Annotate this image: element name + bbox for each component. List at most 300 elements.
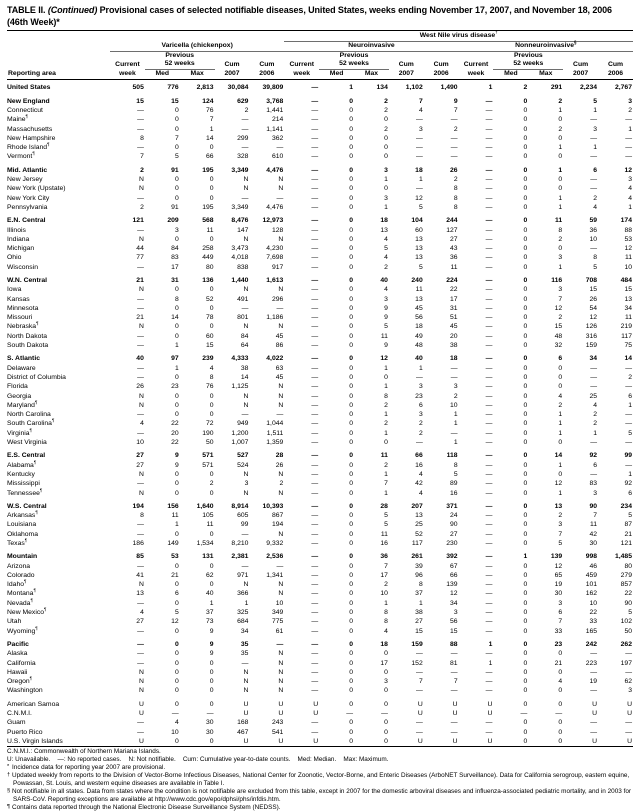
footnote-line: § Not notifiable in all states. Data from states where the condition is not notifiable are excluded from this table, except in 2007 for the domestic arboviral diseases and influenza-associated pediatric mortality, and in 2003 for SARS-CoV. Reporting exceptions are available at http://www.cdc.gov/epo/dphsi/phs/infdis.htm. [7, 787, 632, 803]
data-cell: 7,698 [266, 254, 284, 262]
data-cell: — [311, 332, 319, 340]
data-cell: — [311, 650, 319, 658]
data-cell: 4,230 [266, 245, 284, 253]
data-cell: 1,534 [196, 540, 214, 547]
reporting-area-cell: Ohio [7, 254, 22, 262]
data-cell: 1,141 [266, 125, 284, 133]
table-row [7, 686, 633, 695]
data-cell: 30,084 [227, 84, 249, 92]
data-cell: — [137, 728, 144, 736]
data-cell: 0 [349, 512, 354, 520]
data-cell: N [278, 176, 284, 184]
data-cell: 117 [621, 332, 632, 340]
data-cell: — [137, 659, 144, 667]
reporting-area-cell: Massachusetts [7, 125, 53, 133]
data-cell: 197 [620, 659, 632, 667]
table-row [7, 235, 633, 244]
data-cell: 0 [174, 106, 179, 114]
data-cell: 0 [349, 618, 354, 626]
data-cell: 18 [380, 640, 388, 648]
data-cell: 0 [523, 439, 528, 447]
data-cell: 33 [589, 618, 598, 626]
data-cell: 3 [453, 383, 458, 391]
data-cell: 0 [523, 700, 528, 708]
data-cell: 0 [349, 166, 354, 174]
data-cell: — [311, 176, 319, 184]
reporting-area-cell: Illinois [7, 226, 26, 234]
data-cell: 0 [349, 590, 354, 598]
data-cell: — [625, 461, 632, 469]
data-cell: 3,768 [266, 97, 284, 105]
data-cell: 102 [620, 618, 632, 626]
data-cell: — [485, 678, 493, 686]
table-row [7, 461, 633, 470]
data-cell: — [485, 392, 493, 400]
data-cell: 88 [624, 226, 632, 234]
data-cell: 571 [202, 461, 214, 469]
table-title-text: Provisional cases of selected notifiable diseases, United States, weeks ending November 17, 2007, and November 18, 2006 (46th Week)* [7, 5, 612, 27]
data-cell: 4 [628, 194, 632, 202]
previous-label: Previous [513, 51, 543, 59]
reporting-area-cell: C.N.M.I. [7, 710, 32, 718]
data-cell: 0 [174, 678, 179, 686]
data-cell: 524 [237, 461, 249, 469]
data-cell: N [138, 668, 144, 676]
data-cell: N [138, 489, 144, 497]
data-cell: — [625, 383, 632, 391]
data-cell: 195 [202, 203, 214, 211]
data-cell: 0 [523, 562, 528, 570]
data-cell: 568 [202, 217, 214, 225]
data-cell: — [311, 153, 319, 161]
data-cell: 0 [558, 185, 563, 193]
data-cell: 371 [446, 502, 458, 510]
data-cell: 76 [206, 106, 214, 114]
footnote-line: * Incidence data for reporting year 2007 are provisional. [7, 764, 166, 772]
data-cell: 3 [558, 599, 563, 607]
data-cell: 0 [349, 728, 354, 736]
data-cell: — [485, 571, 493, 579]
table-row [7, 194, 633, 203]
data-cell: 1 [488, 659, 493, 667]
data-cell: 0 [349, 304, 354, 312]
table-row [7, 659, 633, 668]
reporting-area-cell: New England [7, 97, 50, 105]
data-cell: — [590, 116, 598, 124]
data-cell: — [555, 710, 563, 718]
data-cell: — [485, 383, 493, 391]
data-cell: 20 [171, 429, 179, 437]
data-cell: 0 [523, 401, 528, 409]
data-cell: 0 [523, 609, 528, 617]
data-cell: 2 [418, 420, 423, 428]
data-cell: 66 [450, 571, 458, 579]
header-spacer [7, 41, 110, 51]
data-cell: 1 [453, 411, 458, 419]
data-cell: 0 [349, 687, 354, 695]
reporting-area-cell: New York (Upstate) [7, 185, 66, 193]
data-cell: 7 [384, 562, 388, 570]
data-cell: 0 [523, 737, 528, 745]
data-cell: — [485, 295, 493, 303]
data-cell: — [311, 383, 319, 391]
table-row [7, 295, 633, 304]
data-cell: 1 [384, 383, 388, 391]
data-cell: 11 [415, 286, 423, 294]
data-cell: 139 [446, 581, 458, 589]
data-cell: 39,809 [262, 84, 284, 92]
data-cell: 0 [174, 194, 179, 202]
data-cell: 194 [132, 502, 144, 510]
data-cell: — [625, 650, 632, 658]
data-cell: U [627, 737, 632, 745]
data-cell: 362 [271, 134, 284, 142]
footnote-mark: ¶ [33, 588, 36, 594]
data-cell: 1 [209, 125, 214, 133]
reporting-area-cell: Kansas [7, 295, 30, 303]
data-cell: — [311, 553, 319, 561]
table-row [7, 272, 633, 285]
header-spacer [7, 60, 110, 69]
wnv-footnote-mark: † [495, 30, 498, 36]
data-cell: 1 [628, 401, 632, 409]
data-cell: — [485, 609, 493, 617]
data-cell: 0 [384, 153, 388, 161]
data-cell: 61 [275, 627, 284, 635]
data-cell: 85 [136, 553, 144, 561]
data-cell: 1 [453, 420, 458, 428]
table-row [7, 152, 633, 161]
data-cell: 0 [523, 245, 528, 253]
data-cell: 3,473 [231, 245, 249, 253]
data-cell: 0 [174, 235, 179, 243]
data-cell: 42 [589, 530, 598, 538]
footnote-mark: ¶ [35, 625, 38, 631]
data-cell: 60 [415, 226, 423, 234]
data-cell: 4 [418, 470, 423, 478]
table-row [7, 373, 633, 382]
data-cell: — [137, 599, 144, 607]
data-cell: 1 [244, 599, 249, 607]
data-cell: 21 [136, 276, 144, 284]
data-cell: — [241, 411, 249, 419]
data-cell: U [278, 737, 284, 745]
data-cell: 3 [558, 254, 563, 262]
footnote-mark: ¶ [36, 321, 39, 327]
data-cell: 1 [209, 599, 214, 607]
header-row-bottom [7, 69, 633, 80]
footnote-mark: ¶ [44, 606, 47, 612]
data-cell: — [590, 185, 598, 193]
data-cell: — [625, 134, 632, 142]
data-cell: — [311, 235, 319, 243]
data-cell: 17 [380, 571, 388, 579]
data-cell: — [137, 650, 144, 658]
data-cell: 11 [171, 512, 179, 520]
data-cell: — [485, 116, 493, 124]
table-row [7, 175, 633, 184]
data-cell: 40 [206, 590, 214, 598]
table-row [7, 322, 633, 331]
data-cell: 1,441 [266, 106, 284, 114]
data-cell: 40 [380, 276, 388, 284]
data-cell: 118 [446, 452, 458, 460]
data-cell: — [137, 106, 144, 114]
table-row [7, 718, 633, 727]
data-cell: — [625, 144, 632, 152]
data-cell: 0 [349, 203, 354, 211]
data-cell: U [487, 737, 493, 745]
data-cell: 174 [620, 217, 632, 225]
data-cell: 3,349 [231, 203, 249, 211]
reporting-area-cell: Indiana [7, 235, 30, 243]
data-cell: — [137, 263, 144, 271]
reporting-area-cell: Oregon¶ [7, 675, 33, 686]
data-cell: 0 [523, 276, 528, 284]
data-cell: — [415, 116, 423, 124]
table-row [7, 737, 633, 747]
data-cell: 1 [558, 411, 563, 419]
data-cell: — [485, 461, 493, 469]
data-cell: N [138, 323, 144, 331]
data-cell: 262 [620, 640, 632, 648]
data-cell: 40 [415, 355, 423, 363]
data-cell: 0 [523, 719, 528, 727]
data-cell: — [311, 254, 319, 262]
data-cell: U [278, 700, 284, 708]
data-cell: 7 [174, 134, 179, 142]
data-cell: 0 [523, 304, 528, 312]
data-cell: — [415, 144, 423, 152]
data-cell: 1,341 [266, 571, 284, 579]
data-cell: — [311, 364, 319, 372]
data-cell: 10 [589, 235, 598, 243]
data-cell: 10 [171, 728, 179, 736]
data-cell: 35 [240, 650, 249, 658]
table-row [7, 304, 633, 313]
data-cell: 159 [585, 342, 598, 350]
data-cell: 0 [174, 470, 179, 478]
data-cell: — [590, 364, 598, 372]
data-cell: 0 [349, 439, 354, 447]
table-row [7, 696, 633, 709]
data-cell: 316 [585, 332, 598, 340]
data-cell: 1,640 [196, 502, 214, 510]
data-cell: — [311, 84, 319, 92]
data-cell: 92 [589, 452, 598, 460]
data-cell: — [276, 411, 284, 419]
data-cell: 1,490 [440, 84, 458, 92]
data-cell: 1,613 [266, 276, 284, 284]
data-cell: 4,476 [266, 203, 284, 211]
data-cell: N [278, 286, 284, 294]
data-cell: 3 [384, 678, 388, 686]
data-cell: 0 [349, 342, 354, 350]
data-cell: 0 [209, 304, 214, 312]
data-cell: 0 [523, 125, 528, 133]
data-cell: 1 [628, 125, 632, 133]
data-cell: 56 [450, 618, 458, 626]
data-cell: — [137, 521, 144, 529]
data-cell: U [592, 710, 598, 718]
data-cell: 0 [349, 134, 354, 142]
reporting-area-cell: South Carolina¶ [7, 418, 55, 428]
data-cell: N [138, 392, 144, 400]
data-cell: — [485, 401, 493, 409]
header-row-52weeks [7, 60, 633, 69]
table-row [7, 677, 633, 686]
weeks52-label: 52 weeks [493, 60, 563, 69]
data-cell: 0 [384, 668, 388, 676]
data-cell: 2 [558, 314, 563, 322]
data-cell: 243 [271, 719, 284, 727]
data-cell: 8,914 [231, 502, 249, 510]
data-cell: 116 [551, 276, 563, 284]
data-cell: 88 [450, 640, 458, 648]
data-cell: 2 [593, 420, 598, 428]
data-cell: 240 [411, 276, 423, 284]
data-cell: — [311, 144, 319, 152]
table-row [7, 382, 633, 391]
data-cell: 0 [174, 627, 179, 635]
table-row [7, 313, 633, 322]
table-row [7, 392, 633, 401]
data-cell: 0 [523, 627, 528, 635]
data-cell: 1 [593, 106, 598, 114]
data-cell: 2 [558, 125, 563, 133]
data-cell: 0 [349, 226, 354, 234]
data-cell: 0 [174, 411, 179, 419]
data-cell: — [415, 719, 423, 727]
data-cell: 39 [415, 562, 423, 570]
data-cell: 0 [209, 401, 214, 409]
table-row [7, 419, 633, 428]
data-cell: 13 [415, 235, 423, 243]
data-cell: — [137, 640, 144, 648]
table-row [7, 162, 633, 175]
data-cell: — [485, 125, 493, 133]
data-cell: 244 [446, 217, 458, 225]
data-cell: — [311, 687, 319, 695]
table-row [7, 106, 633, 115]
data-cell: — [241, 530, 249, 538]
data-cell: 7 [418, 678, 423, 686]
data-cell: — [311, 590, 319, 598]
data-cell: 0 [174, 392, 179, 400]
data-cell: — [450, 373, 458, 381]
data-cell: — [485, 153, 493, 161]
data-cell: — [311, 342, 319, 350]
data-cell: 19 [589, 678, 598, 686]
data-cell: N [243, 678, 249, 686]
data-cell: 0 [558, 439, 563, 447]
data-cell: 0 [349, 700, 354, 708]
footnote-symbol: § [7, 787, 11, 794]
table-row [7, 332, 633, 341]
data-cell: U [452, 710, 458, 718]
data-cell: 8 [453, 194, 458, 202]
data-cell: 5 [418, 203, 423, 211]
data-cell: — [485, 420, 493, 428]
data-cell: 3 [558, 521, 563, 529]
data-cell: U [138, 700, 144, 708]
reporting-area-cell: Vermont¶ [7, 151, 35, 161]
data-cell: — [450, 144, 458, 152]
data-cell: 17 [171, 263, 179, 271]
data-cell: 8 [453, 185, 458, 193]
data-cell: 26 [275, 461, 284, 469]
data-cell: 0 [523, 97, 528, 105]
data-cell: — [311, 512, 319, 520]
data-cell: 0 [523, 452, 528, 460]
data-cell: 16 [450, 489, 458, 497]
data-cell: 0 [523, 217, 528, 225]
data-cell: 0 [384, 439, 388, 447]
data-cell: 0 [523, 489, 528, 497]
data-cell: 3 [558, 286, 563, 294]
data-cell: — [206, 710, 214, 718]
footnote-mark: ¶ [24, 578, 27, 584]
data-cell: 0 [349, 314, 354, 322]
data-cell: 0 [349, 627, 354, 635]
data-cell: 0 [523, 470, 528, 478]
data-cell: 11 [624, 314, 632, 322]
data-cell: 1 [384, 203, 388, 211]
data-cell: 139 [550, 553, 563, 561]
data-cell: — [485, 276, 493, 284]
data-cell: 0 [174, 562, 179, 570]
data-cell: U [138, 737, 144, 745]
data-cell: 4 [384, 286, 388, 294]
data-cell: — [311, 314, 319, 322]
data-cell: 60 [206, 332, 214, 340]
reporting-area-cell: Idaho¶ [7, 578, 27, 589]
data-cell: 0 [523, 254, 528, 262]
data-cell: — [241, 304, 249, 312]
data-cell: U [452, 700, 458, 708]
table-row [7, 470, 633, 479]
table-row [7, 636, 633, 649]
data-cell: 6 [558, 355, 563, 363]
data-cell: 15 [206, 342, 214, 350]
data-cell: 0 [174, 373, 179, 381]
data-cell: — [311, 166, 319, 174]
table-row [7, 263, 633, 272]
table-row [7, 709, 633, 718]
footnote-mark: ¶ [32, 151, 35, 157]
table-row [7, 350, 633, 363]
data-cell: 392 [446, 553, 458, 561]
data-cell: — [241, 116, 249, 124]
data-cell: — [590, 373, 598, 381]
data-cell: 45 [275, 373, 284, 381]
data-cell: 27 [136, 452, 144, 460]
data-cell: 24 [450, 512, 458, 520]
data-cell: — [311, 530, 319, 538]
data-cell: U [627, 700, 632, 708]
year-2007-label: 2007 [563, 69, 598, 80]
data-cell: 1 [384, 599, 388, 607]
data-cell: — [311, 276, 319, 284]
data-cell: 12 [554, 304, 563, 312]
data-cell: — [485, 314, 493, 322]
data-cell: 5 [593, 263, 598, 271]
data-cell: 328 [237, 153, 249, 161]
data-cell: 38 [240, 364, 249, 372]
data-cell: 84 [171, 245, 179, 253]
data-cell: — [485, 411, 493, 419]
data-cell: — [485, 521, 493, 529]
